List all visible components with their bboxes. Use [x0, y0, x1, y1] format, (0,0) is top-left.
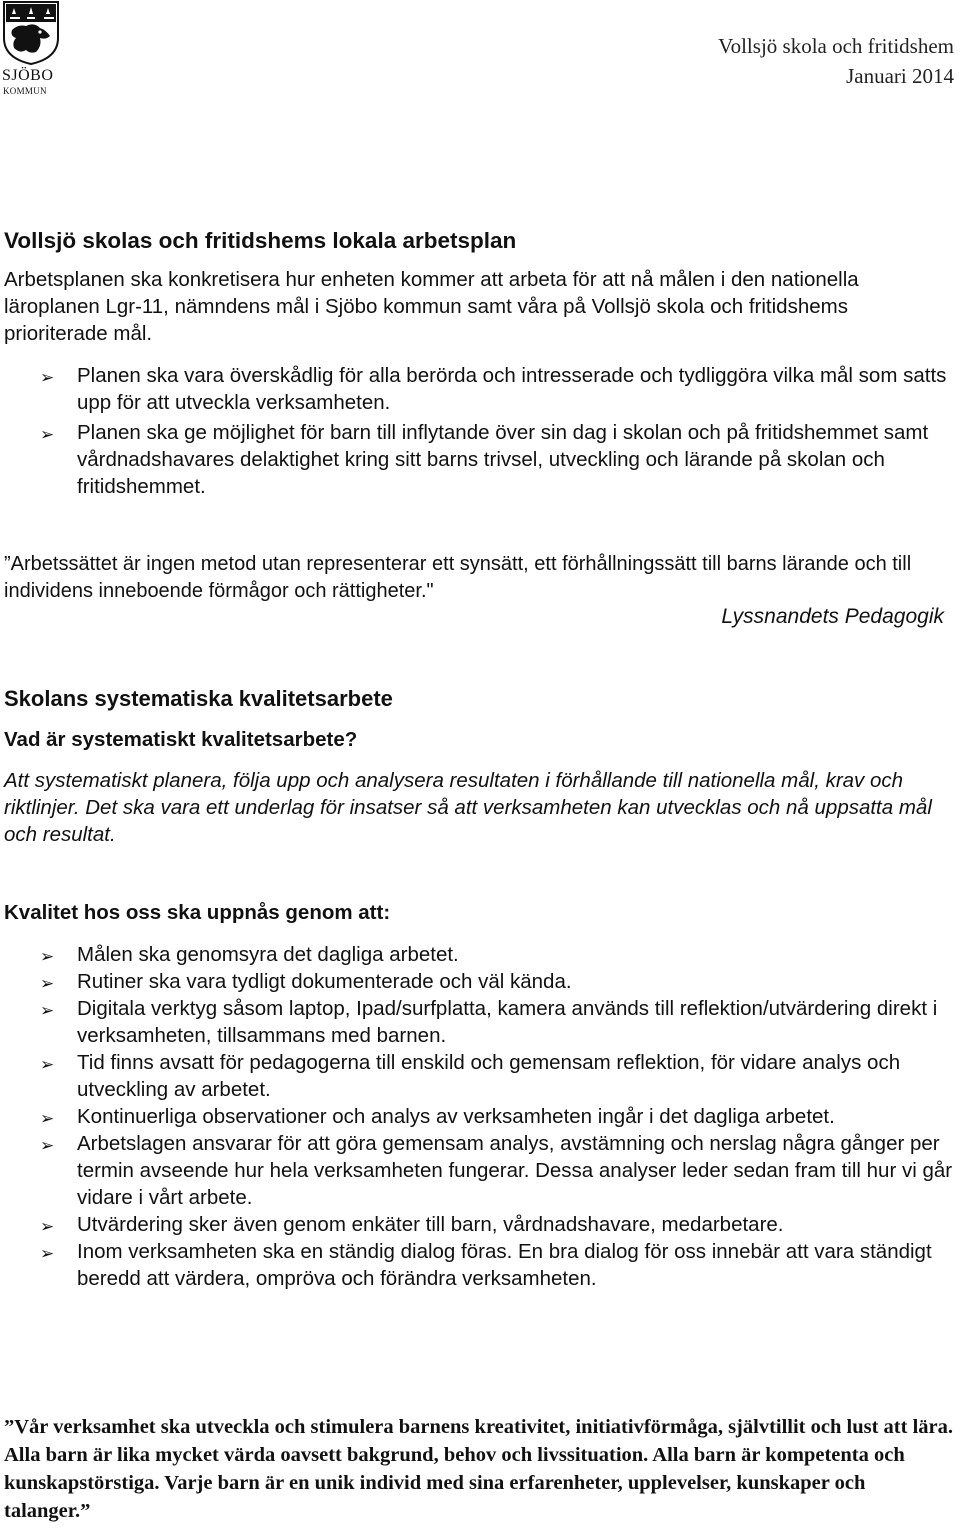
list-item [40, 995, 955, 1049]
sjobo-kommun-logo [0, 0, 62, 100]
list-item-text: Tid finns avsatt för pedagogerna till enskild och gemensam reflektion, för vidare analys och utveckling av arbetet. [77, 1051, 901, 1101]
list-item [40, 362, 955, 416]
arrow-bullet-icon: ➢ [40, 368, 55, 387]
arrow-bullet-icon: ➢ [40, 1217, 55, 1236]
list-item [40, 1049, 955, 1103]
list-item [40, 941, 955, 968]
list-item-text: Kontinuerliga observationer och analys av verksamheten ingår i det dagliga arbetet. [77, 1105, 835, 1128]
list-item-text: Utvärdering sker även genom enkäter till barn, vårdnadshavare, medarbetare. [77, 1213, 784, 1236]
quote-text: ”Arbetssättet är ingen metod utan representerar ett synsätt, ett förhållningssätt till barns lärande och till individens inneboende förmågor och rättigheter." [4, 553, 912, 602]
logo-name: SJÖBO [2, 67, 54, 84]
arrow-bullet-icon: ➢ [40, 1109, 55, 1128]
list-item-text: Rutiner ska vara tydligt dokumenterade och väl kända. [77, 970, 572, 993]
arrow-bullet-icon: ➢ [40, 974, 55, 993]
coat-of-arms-icon [0, 0, 62, 66]
list-item [40, 1238, 955, 1292]
list-item-text: Inom verksamheten ska en ständig dialog föras. En bra dialog för oss innebär att vara ständigt beredd att värdera, ompröva och förändra verksamheten. [77, 1240, 932, 1290]
question-heading: Vad är systematiskt kvalitetsarbete? [4, 728, 358, 751]
quote-source: Lyssnandets Pedagogik [721, 605, 944, 628]
intro-paragraph: Arbetsplanen ska konkretisera hur enheten kommer att arbeta för att nå målen i den nationella läroplanen Lgr-11, nämndens mål i Sjöbo kommun samt våra på Vollsjö skola och fritidshems prioriterade mål. [4, 268, 859, 345]
section-heading: Skolans systematiska kvalitetsarbete [4, 686, 393, 711]
arrow-bullet-icon: ➢ [40, 425, 55, 444]
arrow-bullet-icon: ➢ [40, 1136, 55, 1155]
list-item-text: Digitala verktyg såsom laptop, Ipad/surfplatta, kamera används till reflektion/utvärdering direkt i verksamheten, tillsammans med barnen. [77, 997, 938, 1047]
arrow-bullet-icon: ➢ [40, 947, 55, 966]
quality-points-list [40, 941, 955, 1292]
arrow-bullet-icon: ➢ [40, 1055, 55, 1074]
list-item-text: Planen ska vara överskådlig för alla berörda och intresserade och tydliggöra vilka mål som satts upp för att utveckla verksamheten. [77, 364, 947, 414]
list-item [40, 1211, 955, 1238]
list-item [40, 968, 955, 995]
header-school-name: Vollsjö skola och fritidshem [718, 34, 954, 58]
plan-points-list [40, 362, 955, 500]
document-title: Vollsjö skolas och fritidshems lokala arbetsplan [4, 228, 517, 253]
list-item [40, 1130, 955, 1211]
list-item-text: Målen ska genomsyra det dagliga arbetet. [77, 943, 459, 966]
arrow-bullet-icon: ➢ [40, 1244, 55, 1263]
vision-statement: ”Vår verksamhet ska utveckla och stimulera barnens kreativitet, initiativförmåga, självtillit och lust att lära. Alla barn är lika mycket värda oavsett bakgrund, behov och livssituation. Alla barn är kompetenta och kunskapstörstiga. Varje barn är en unik individ med sina erfarenheter, upplevelser, kunskaper och talanger.” [4, 1416, 953, 1522]
list-item [40, 419, 955, 500]
list-item-text: Planen ska ge möjlighet för barn till inflytande över sin dag i skolan och på fritidshemmet samt vårdnadshavares delaktighet kring sitt barns trivsel, utveckling och lärande på skolan och fritidshemmet. [77, 421, 929, 498]
list-item [40, 1103, 955, 1130]
arrow-bullet-icon: ➢ [40, 1001, 55, 1020]
logo-subtitle: KOMMUN [3, 86, 47, 96]
list-item-text: Arbetslagen ansvarar för att göra gemensam analys, avstämning och nerslag några gånger per termin avseende hur hela verksamheten fungerar. Dessa analyser leder sedan fram till hur vi går vidare i vårt arbete. [77, 1132, 953, 1209]
header-date: Januari 2014 [846, 64, 954, 88]
answer-paragraph: Att systematiskt planera, följa upp och analysera resultaten i förhållande till nationella mål, krav och riktlinjer. Det ska vara ett underlag för insatser så att verksamheten kan utvecklas och nå uppsatta mål och resultat. [4, 769, 932, 846]
quality-heading: Kvalitet hos oss ska uppnås genom att: [4, 901, 391, 924]
